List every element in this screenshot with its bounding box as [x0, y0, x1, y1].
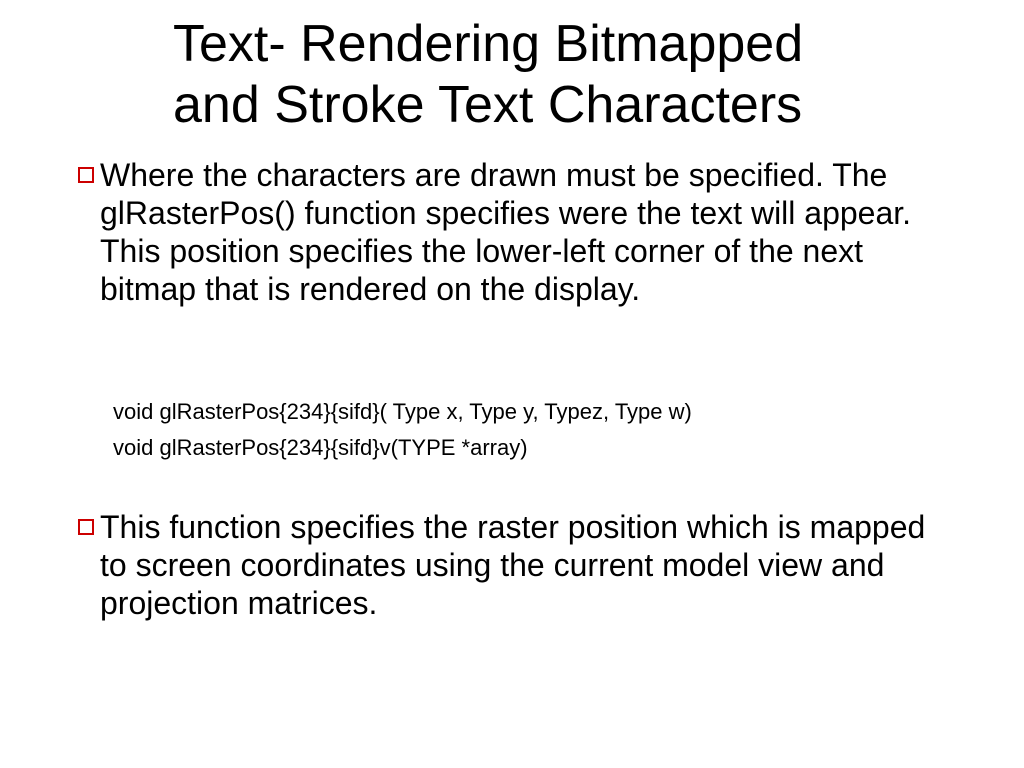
title-line-2: and Stroke Text Characters: [173, 76, 803, 134]
code-block: [113, 394, 973, 466]
hollow-square-bullet-icon: [78, 519, 94, 535]
slide-title: [173, 14, 973, 136]
code-line-2: void glRasterPos{234}{sifd}v(TYPE *array): [113, 435, 528, 460]
bullet-item-1: [78, 156, 958, 308]
title-line-1: Text- Rendering Bitmapped: [173, 15, 804, 73]
hollow-square-bullet-icon: [78, 167, 94, 183]
bullet-item-2: [78, 508, 958, 622]
bullet-text-2: This function specifies the raster position which is mapped to screen coordinates using the current model view and projection matrices.: [100, 509, 926, 621]
code-line-1: void glRasterPos{234}{sifd}( Type x, Type y, Typez, Type w): [113, 399, 692, 424]
bullet-text-1: Where the characters are drawn must be specified. The glRasterPos() function specifies were the text will appear. This position specifies the lower-left corner of the next bitmap that is rendered on the display.: [100, 157, 912, 307]
